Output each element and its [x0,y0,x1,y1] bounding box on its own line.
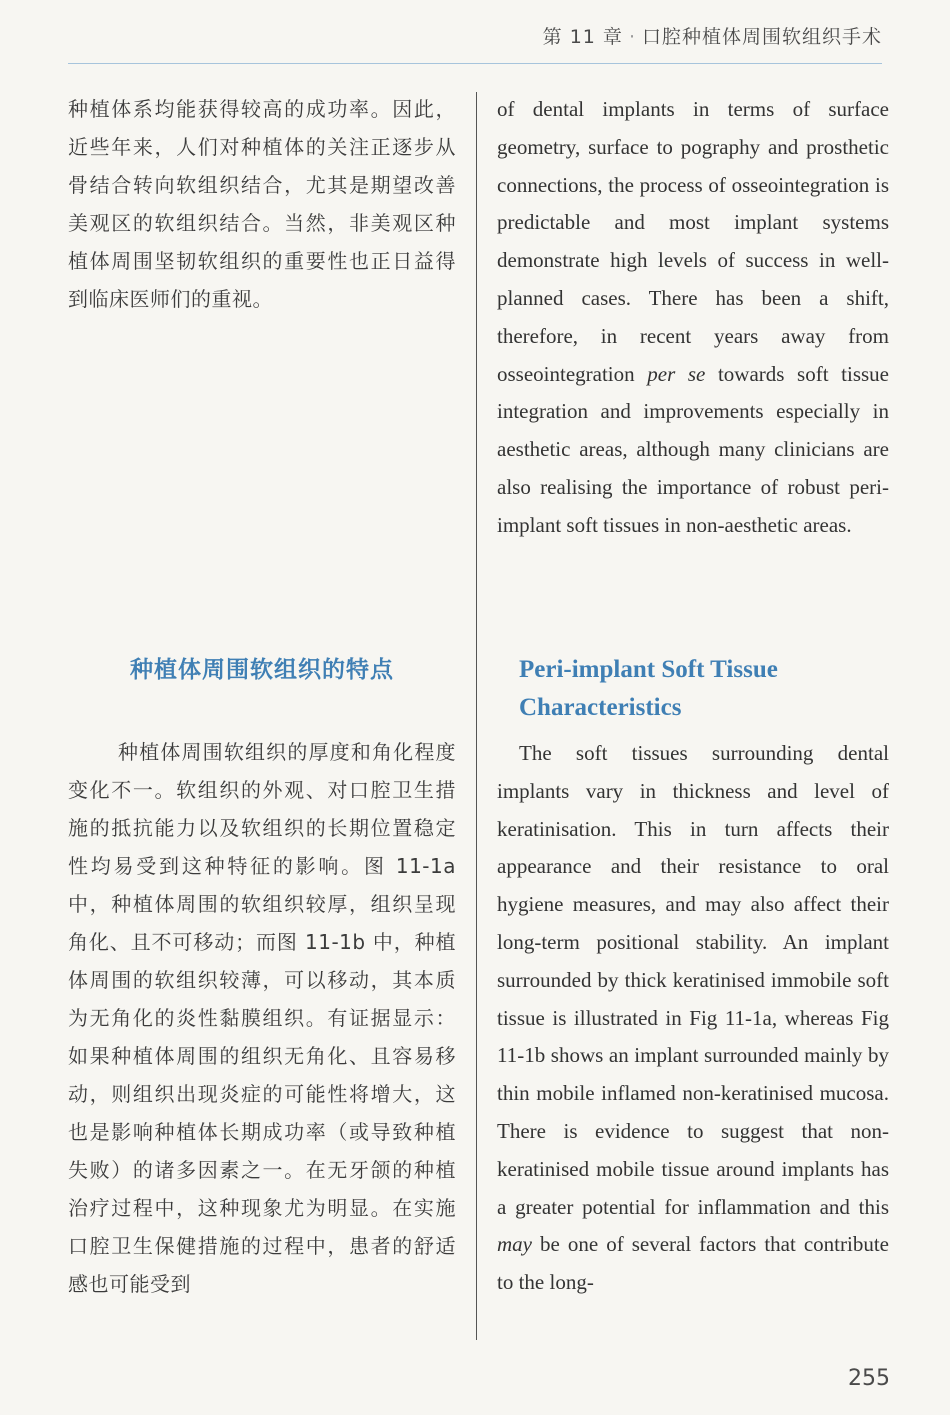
chinese-paragraph-1: 种植体系均能获得较高的成功率。因此，近些年来，人们对种植体的关注正逐步从骨结合转向软组织结合，尤其是期望改善美观区的软组织结合。当然，非美观区种植体周围坚韧软组织的重要性也正日益得到临床医师们的重视。 [68,97,456,311]
english-section-heading: Peri-implant Soft Tissue Characteristics [519,656,778,721]
header-separator: · [628,26,636,48]
running-head [543,22,882,49]
chapter-number: 第 11 章 [542,26,623,48]
page-number: 255 [848,1366,890,1391]
english-paragraph-1 [497,91,889,545]
english-paragraph-2-part-b: be one of several factors that contribute to the long- [497,1232,889,1295]
english-paragraph-1-part-a: of dental implants in terms of surface geometry, surface to pography and prosthetic connections, the process of osseointegration is predictable and most implant systems demonstrate high levels of success in well-planned cases. There has been a shift, therefore, in recent years away from osseointegration [497,97,889,386]
header-rule [68,63,882,64]
chapter-title: 口腔种植体周围软组织手术 [641,26,882,48]
english-paragraph-2-italic: may [497,1232,532,1257]
english-paragraph-2 [497,735,889,1302]
english-paragraph-1-part-b: towards soft tissue integration and improvements especially in aesthetic areas, although many clinicians are also realising the importance of robust peri-implant soft tissues in non-aesthetic areas. [497,361,889,537]
chinese-section-heading: 种植体周围软组织的特点 [130,657,394,683]
english-paragraph-2-part-a: The soft tissues surrounding dental implants vary in thickness and level of keratinisation. This in turn affects their appearance and their resistance to oral hygiene measures, and may also affect their long-term positional stability. An implant surrounded by thick keratinised immobile soft tissue is illustrated in Fig 11-1a, whereas Fig 11-1b shows an implant surrounded mainly by thin mobile inflamed non-keratinised mucosa. There is evidence to suggest that non-keratinised mobile tissue around implants has a greater potential for inflammation and this [497,741,889,1219]
column-divider [476,92,477,1340]
english-paragraph-1-italic: per se [647,361,706,386]
chinese-paragraph-2: 种植体周围软组织的厚度和角化程度变化不一。软组织的外观、对口腔卫生措施的抵抗能力以及软组织的长期位置稳定性均易受到这种特征的影响。图 11-1a 中，种植体周围的软组织较厚，组织呈现角化、且不可移动；而图 11-1b 中，种植体周围的软组织较薄，可以移动，其本质为无角化的炎性黏膜组织。有证据显示：如果种植体周围的组织无角化、且容易移动，则组织出现炎症的可能性将增大，这也是影响种植体长期成功率（或导致种植失败）的诸多因素之一。在无牙颌的种植治疗过程中，这种现象尤为明显。在实施口腔卫生保健措施的过程中，患者的舒适感也可能受到 [68,740,456,1296]
